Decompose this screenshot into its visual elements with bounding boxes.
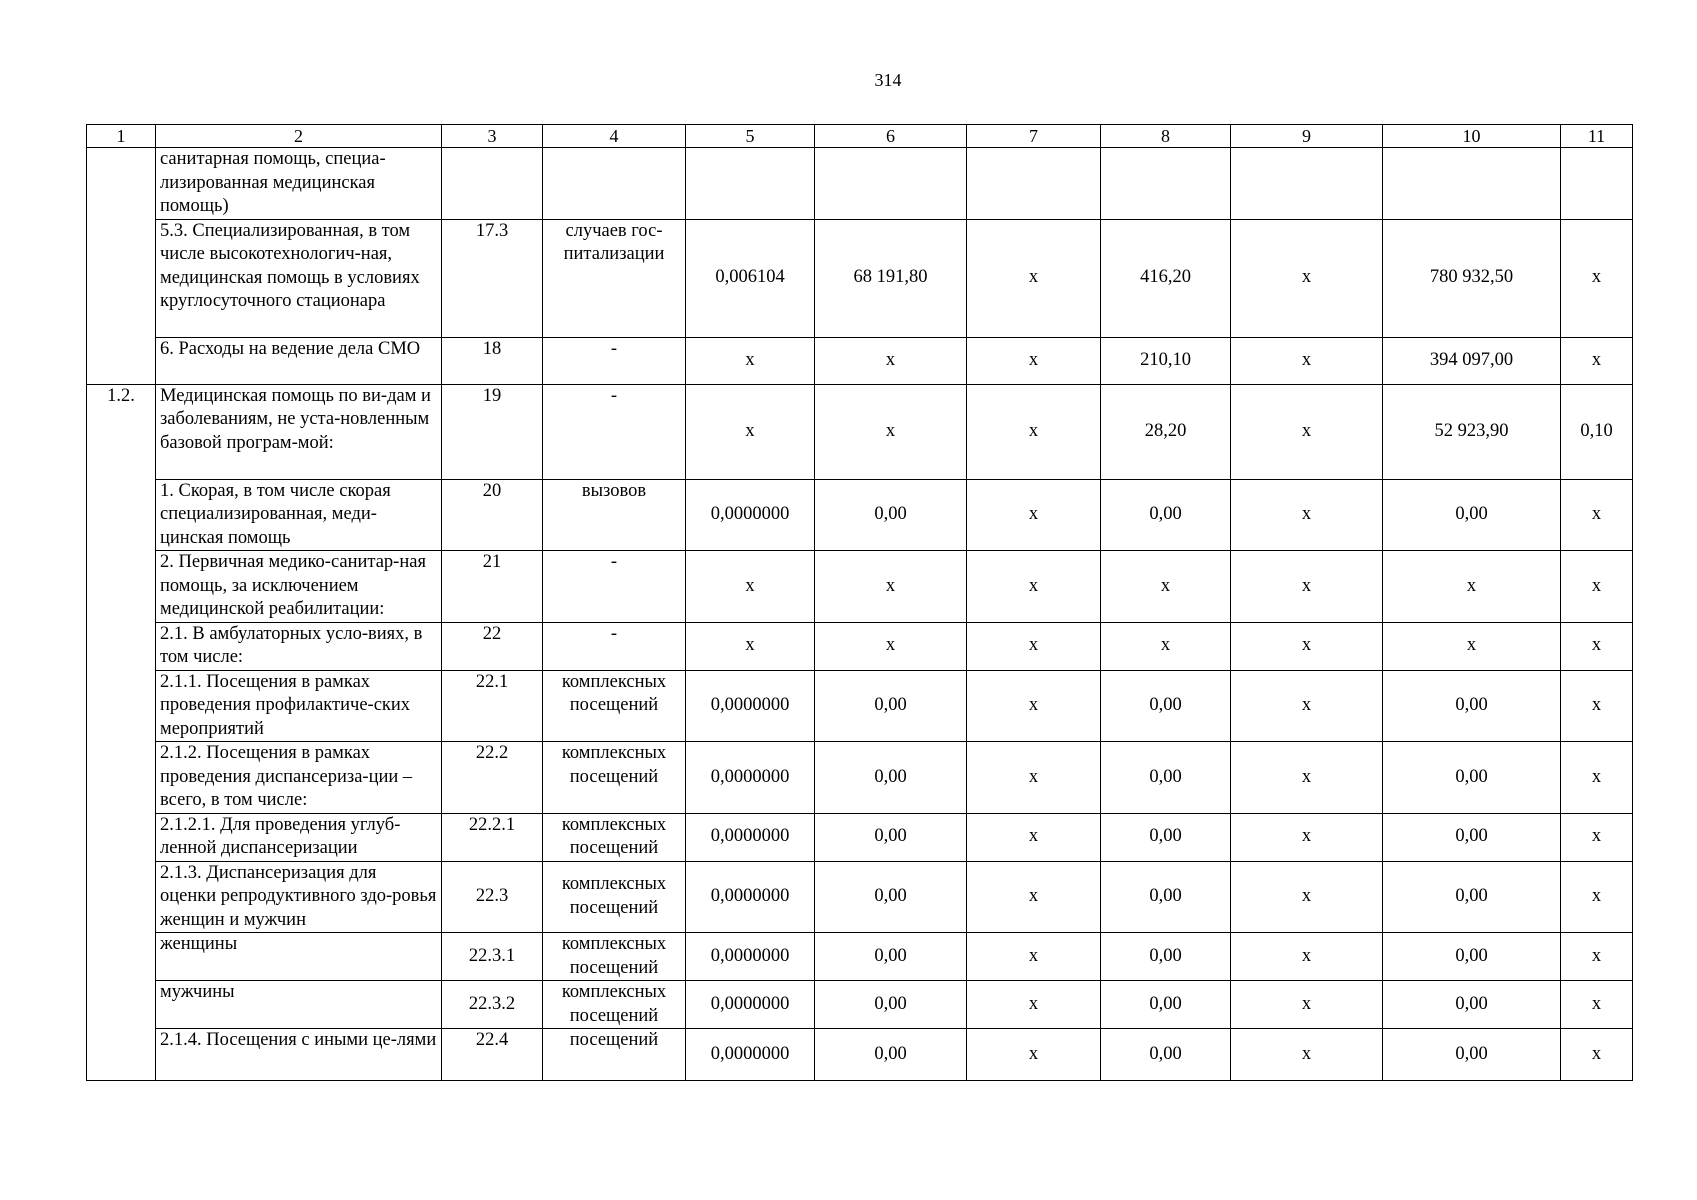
table-row	[87, 813, 1633, 861]
cell-col-5: х	[686, 622, 815, 670]
table-row	[87, 742, 1633, 814]
cell-col-7: х	[967, 670, 1101, 742]
cell-col-11: х	[1561, 742, 1633, 814]
cell-col-7: х	[967, 742, 1101, 814]
column-header: 8	[1101, 125, 1231, 148]
cell-col-5: х	[686, 551, 815, 623]
table-row	[87, 981, 1633, 1029]
cell-col-9: х	[1231, 551, 1383, 623]
cell-col-10: 0,00	[1383, 861, 1561, 933]
cell-col-11	[1561, 148, 1633, 220]
cell-col-2: 2.1. В амбулаторных усло-виях, в том числе:	[156, 622, 442, 670]
cell-col-11: х	[1561, 337, 1633, 384]
cell-col-8: 0,00	[1101, 1029, 1231, 1081]
cell-col-2: Медицинская помощь по ви-дам и заболеваниям, не уста-новленным базовой програм-мой:	[156, 384, 442, 479]
cell-col-5: 0,0000000	[686, 981, 815, 1029]
cell-col-1	[87, 148, 156, 385]
cell-col-7: х	[967, 981, 1101, 1029]
cell-col-2: женщины	[156, 933, 442, 981]
cell-col-3: 22.4	[442, 1029, 543, 1081]
cell-col-3: 21	[442, 551, 543, 623]
cell-col-10: 0,00	[1383, 933, 1561, 981]
cell-col-6: х	[815, 622, 967, 670]
table-row	[87, 933, 1633, 981]
cell-col-5: х	[686, 384, 815, 479]
cell-col-10: 0,00	[1383, 1029, 1561, 1081]
cell-col-10: 780 932,50	[1383, 219, 1561, 337]
table-row	[87, 337, 1633, 384]
cell-col-9: х	[1231, 622, 1383, 670]
column-header: 6	[815, 125, 967, 148]
cell-col-8: х	[1101, 551, 1231, 623]
cell-col-9: х	[1231, 670, 1383, 742]
table-row	[87, 670, 1633, 742]
cell-col-5: 0,0000000	[686, 1029, 815, 1081]
cell-col-11: х	[1561, 861, 1633, 933]
cell-col-2: 1. Скорая, в том числе скорая специализированная, меди-цинская помощь	[156, 479, 442, 551]
cell-col-6: 0,00	[815, 861, 967, 933]
cell-col-9: х	[1231, 1029, 1383, 1081]
cell-col-3: 20	[442, 479, 543, 551]
cell-col-7: х	[967, 622, 1101, 670]
cell-col-1: 1.2.	[87, 384, 156, 1081]
column-header: 1	[87, 125, 156, 148]
cell-col-4: комплексных посещений	[543, 813, 686, 861]
cell-col-8: 0,00	[1101, 670, 1231, 742]
cell-col-4: комплексных посещений	[543, 861, 686, 933]
cell-col-6: 0,00	[815, 813, 967, 861]
cell-col-4: -	[543, 622, 686, 670]
cell-col-3: 19	[442, 384, 543, 479]
table-row	[87, 219, 1633, 337]
table-body	[87, 148, 1633, 1081]
cell-col-8: 0,00	[1101, 742, 1231, 814]
cell-col-10: 0,00	[1383, 813, 1561, 861]
cell-col-9: х	[1231, 861, 1383, 933]
table-row	[87, 551, 1633, 623]
cell-col-11: х	[1561, 981, 1633, 1029]
cell-col-3: 17.3	[442, 219, 543, 337]
column-header: 9	[1231, 125, 1383, 148]
cell-col-11: х	[1561, 622, 1633, 670]
cell-col-11: х	[1561, 479, 1633, 551]
cell-col-9: х	[1231, 981, 1383, 1029]
cell-col-11: х	[1561, 1029, 1633, 1081]
cell-col-7: х	[967, 384, 1101, 479]
cell-col-9: х	[1231, 742, 1383, 814]
cell-col-4: -	[543, 384, 686, 479]
cell-col-9: х	[1231, 933, 1383, 981]
cell-col-2: 2.1.4. Посещения с иными це-лями	[156, 1029, 442, 1081]
cell-col-11: х	[1561, 670, 1633, 742]
cell-col-5: 0,0000000	[686, 861, 815, 933]
header-row	[87, 125, 1633, 148]
column-header: 11	[1561, 125, 1633, 148]
cell-col-4: комплексных посещений	[543, 933, 686, 981]
cell-col-4: посещений	[543, 1029, 686, 1081]
cell-col-9: х	[1231, 337, 1383, 384]
page-number: 314	[874, 70, 902, 90]
cell-col-10: 394 097,00	[1383, 337, 1561, 384]
table-header	[87, 125, 1633, 148]
cell-col-11: х	[1561, 551, 1633, 623]
cell-col-8: 0,00	[1101, 861, 1231, 933]
cell-col-11: х	[1561, 933, 1633, 981]
column-header: 3	[442, 125, 543, 148]
cell-col-8	[1101, 148, 1231, 220]
cell-col-7: х	[967, 219, 1101, 337]
cell-col-4: вызовов	[543, 479, 686, 551]
cell-col-5: 0,0000000	[686, 479, 815, 551]
column-header: 2	[156, 125, 442, 148]
cell-col-10: 0,00	[1383, 742, 1561, 814]
cell-col-10: х	[1383, 622, 1561, 670]
cell-col-5: 0,0000000	[686, 742, 815, 814]
cell-col-9: х	[1231, 384, 1383, 479]
cell-col-2: 2.1.3. Диспансеризация для оценки репродуктивного здо-ровья женщин и мужчин	[156, 861, 442, 933]
cell-col-3: 22.3.2	[442, 981, 543, 1029]
cell-col-7: х	[967, 933, 1101, 981]
cell-col-4	[543, 148, 686, 220]
cell-col-6: х	[815, 551, 967, 623]
cell-col-7: х	[967, 479, 1101, 551]
cell-col-4: -	[543, 337, 686, 384]
cell-col-2: 2.1.2. Посещения в рамках проведения диспансеризa-ции – всего, в том числе:	[156, 742, 442, 814]
cell-col-8: 0,00	[1101, 981, 1231, 1029]
cell-col-3: 22.3.1	[442, 933, 543, 981]
cell-col-10: 0,00	[1383, 981, 1561, 1029]
table-row	[87, 148, 1633, 220]
cell-col-3: 22.2.1	[442, 813, 543, 861]
cell-col-10: 52 923,90	[1383, 384, 1561, 479]
cell-col-8: 0,00	[1101, 933, 1231, 981]
cell-col-6: 0,00	[815, 933, 967, 981]
cell-col-7: х	[967, 813, 1101, 861]
cell-col-6: х	[815, 337, 967, 384]
cell-col-4: -	[543, 551, 686, 623]
table-row	[87, 861, 1633, 933]
cell-col-6	[815, 148, 967, 220]
cell-col-6: 0,00	[815, 479, 967, 551]
cell-col-3	[442, 148, 543, 220]
cell-col-8: 0,00	[1101, 479, 1231, 551]
cell-col-5: 0,006104	[686, 219, 815, 337]
cell-col-10	[1383, 148, 1561, 220]
cell-col-5: 0,0000000	[686, 670, 815, 742]
cell-col-7	[967, 148, 1101, 220]
cell-col-11: х	[1561, 219, 1633, 337]
cell-col-4: комплексных посещений	[543, 981, 686, 1029]
cell-col-4: случаев гос-питализации	[543, 219, 686, 337]
cell-col-5: 0,0000000	[686, 933, 815, 981]
cell-col-10: 0,00	[1383, 479, 1561, 551]
cell-col-2: мужчины	[156, 981, 442, 1029]
cell-col-7: х	[967, 551, 1101, 623]
cell-col-6: х	[815, 384, 967, 479]
cell-col-4: комплексных посещений	[543, 742, 686, 814]
column-header: 5	[686, 125, 815, 148]
cell-col-3: 22.2	[442, 742, 543, 814]
cell-col-2: 2. Первичная медико-санитар-ная помощь, за исключением медицинской реабилитации:	[156, 551, 442, 623]
cell-col-10: х	[1383, 551, 1561, 623]
cell-col-6: 68 191,80	[815, 219, 967, 337]
cell-col-2: 2.1.2.1. Для проведения углуб-ленной диспансеризации	[156, 813, 442, 861]
cell-col-7: х	[967, 861, 1101, 933]
cell-col-9: х	[1231, 219, 1383, 337]
cell-col-3: 18	[442, 337, 543, 384]
cell-col-2: 5.3. Специализированная, в том числе высокотехнологич-ная, медицинская помощь в условиях круглосуточного стационара	[156, 219, 442, 337]
cell-col-6: 0,00	[815, 670, 967, 742]
cell-col-3: 22.1	[442, 670, 543, 742]
cell-col-7: х	[967, 1029, 1101, 1081]
cell-col-6: 0,00	[815, 742, 967, 814]
table-row	[87, 384, 1633, 479]
cell-col-9	[1231, 148, 1383, 220]
cell-col-8: 416,20	[1101, 219, 1231, 337]
cell-col-3: 22.3	[442, 861, 543, 933]
cell-col-9: х	[1231, 479, 1383, 551]
cell-col-11: 0,10	[1561, 384, 1633, 479]
budget-table	[86, 124, 1633, 1081]
cell-col-5	[686, 148, 815, 220]
table-row	[87, 1029, 1633, 1081]
column-header: 10	[1383, 125, 1561, 148]
cell-col-9: х	[1231, 813, 1383, 861]
table-row	[87, 479, 1633, 551]
cell-col-2: санитарная помощь, специа-лизированная медицинская помощь)	[156, 148, 442, 220]
cell-col-7: х	[967, 337, 1101, 384]
cell-col-2: 2.1.1. Посещения в рамках проведения профилактиче-ских мероприятий	[156, 670, 442, 742]
cell-col-3: 22	[442, 622, 543, 670]
cell-col-8: 28,20	[1101, 384, 1231, 479]
column-header: 7	[967, 125, 1101, 148]
cell-col-8: х	[1101, 622, 1231, 670]
cell-col-5: х	[686, 337, 815, 384]
cell-col-6: 0,00	[815, 981, 967, 1029]
cell-col-6: 0,00	[815, 1029, 967, 1081]
cell-col-4: комплексных посещений	[543, 670, 686, 742]
cell-col-2: 6. Расходы на ведение дела СМО	[156, 337, 442, 384]
cell-col-8: 210,10	[1101, 337, 1231, 384]
table-row	[87, 622, 1633, 670]
cell-col-5: 0,0000000	[686, 813, 815, 861]
cell-col-8: 0,00	[1101, 813, 1231, 861]
column-header: 4	[543, 125, 686, 148]
cell-col-11: х	[1561, 813, 1633, 861]
cell-col-10: 0,00	[1383, 670, 1561, 742]
